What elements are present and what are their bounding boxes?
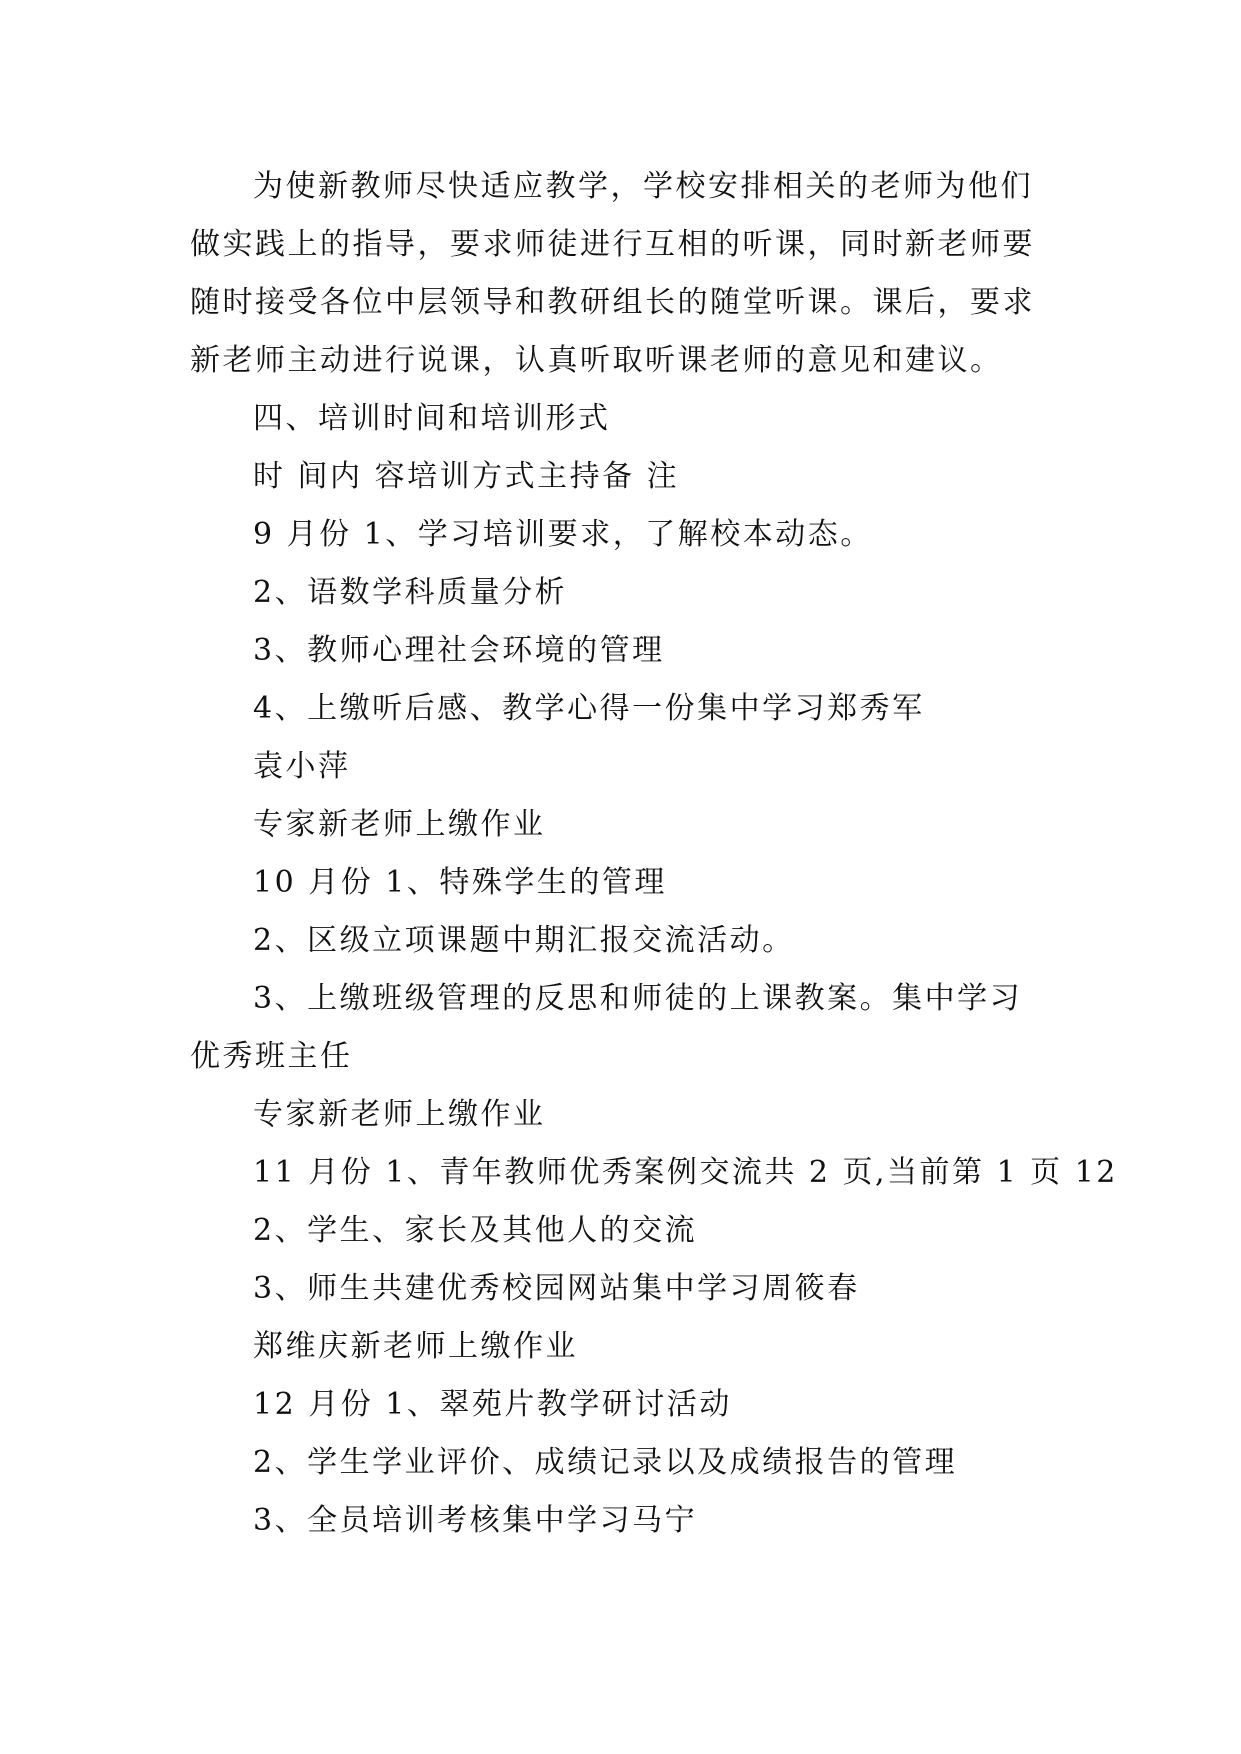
schedule-line: 10 月份 1、特殊学生的管理 [253,865,667,900]
schedule-line: 2、学生、家长及其他人的交流 [253,1213,698,1248]
document-body [190,158,1118,1550]
paragraph-line: 做实践上的指导，要求师徒进行互相的听课，同时新老师要 [190,227,1035,262]
schedule-line: 4、上缴听后感、教学心得一份集中学习郑秀军 [253,691,925,726]
paragraph-line: 为使新教师尽快适应教学，学校安排相关的老师为他们 [253,169,1033,204]
schedule-line: 优秀班主任 [190,1039,353,1074]
schedule-line: 专家新老师上缴作业 [253,1097,546,1132]
section-heading: 四、培训时间和培训形式 [253,401,611,436]
table-header-line: 时 间内 容培训方式主持备 注 [253,459,680,494]
schedule-line: 2、语数学科质量分析 [253,575,568,610]
schedule-line: 3、教师心理社会环境的管理 [253,633,665,668]
schedule-line: 郑维庆新老师上缴作业 [253,1329,578,1364]
schedule-line: 3、上缴班级管理的反思和师徒的上课教案。集中学习 [253,981,1023,1016]
schedule-line: 3、全员培训考核集中学习马宁 [253,1503,698,1538]
schedule-line: 9 月份 1、学习培训要求，了解校本动态。 [253,517,873,552]
schedule-line: 2、学生学业评价、成绩记录以及成绩报告的管理 [253,1445,958,1480]
schedule-line: 2、区级立项课题中期汇报交流活动。 [253,923,795,958]
schedule-line: 专家新老师上缴作业 [253,807,546,842]
schedule-line: 11 月份 1、青年教师优秀案例交流共 2 页,当前第 1 页 12 [253,1155,1118,1190]
paragraph-line: 随时接受各位中层领导和教研组长的随堂听课。课后，要求 [190,285,1035,320]
schedule-line: 袁小萍 [253,749,351,784]
schedule-line: 3、师生共建优秀校园网站集中学习周筱春 [253,1271,860,1306]
paragraph-line: 新老师主动进行说课，认真听取听课老师的意见和建议。 [190,343,1003,378]
schedule-line: 12 月份 1、翠苑片教学研讨活动 [253,1387,732,1422]
